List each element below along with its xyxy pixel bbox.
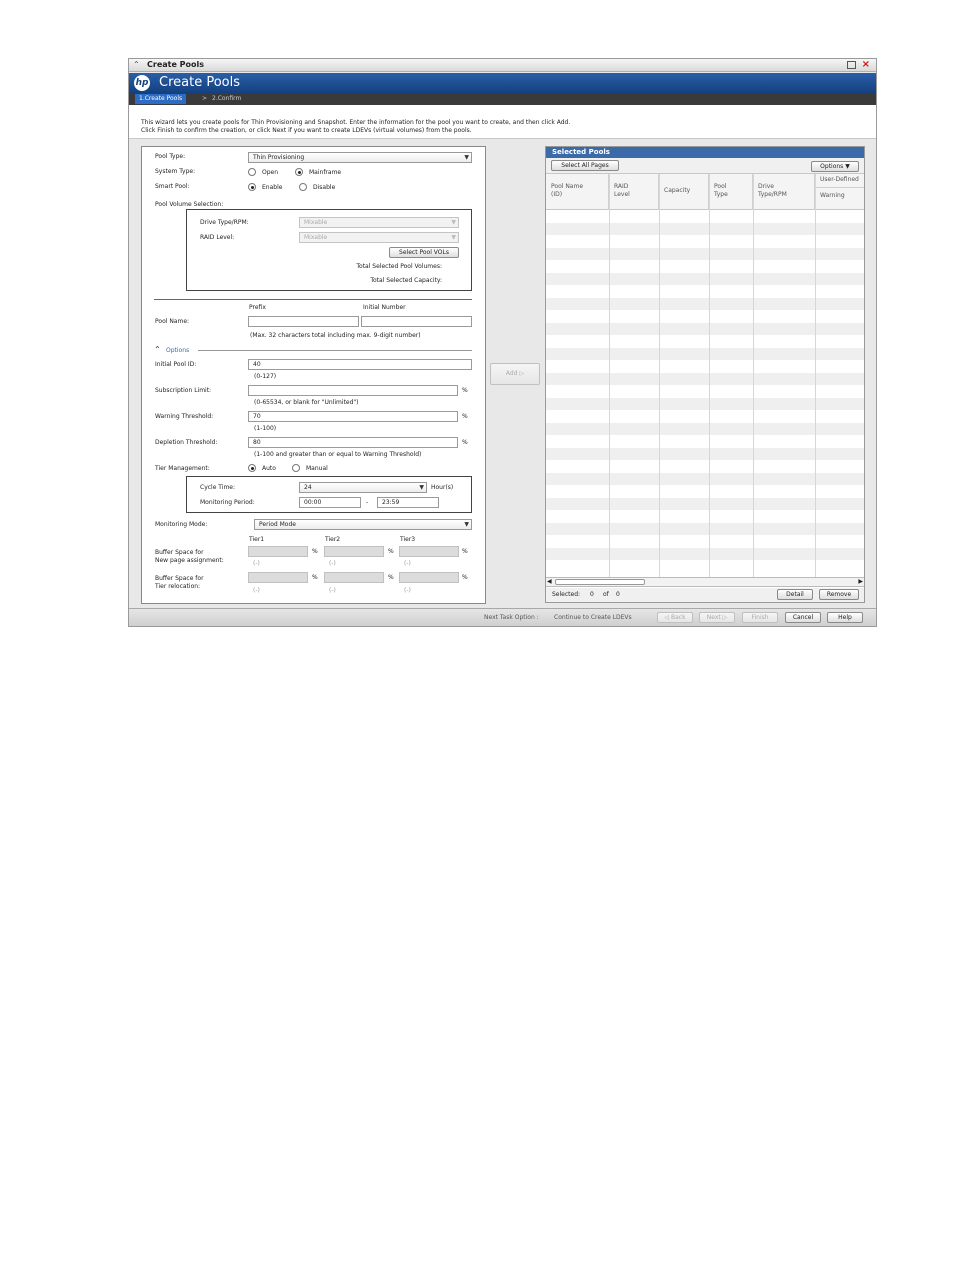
buffer-reloc-tier3-unit: % <box>462 574 468 581</box>
table-row <box>546 285 864 298</box>
table-row <box>546 223 864 236</box>
depletion-threshold-input[interactable]: 80 <box>248 437 458 448</box>
table-row <box>546 235 864 248</box>
smart-pool-enable-radio[interactable] <box>248 183 256 191</box>
buffer-reloc-tier2-unit: % <box>388 574 394 581</box>
column-user-defined[interactable] <box>815 174 864 210</box>
create-pools-window <box>128 58 877 627</box>
column-pool-name-line2: (ID) <box>551 191 563 198</box>
select-all-pages-button[interactable]: Select All Pages <box>551 160 619 171</box>
column-divider <box>753 174 754 577</box>
buffer-reloc-tier2-hint: (-) <box>329 587 336 594</box>
next-task-value: Continue to Create LDEVs <box>554 614 632 621</box>
chevron-down-icon: ▼ <box>451 234 456 241</box>
wizard-title: Create Pools <box>159 75 240 90</box>
intro-line-1: This wizard lets you create pools for Thin Provisioning and Snapshot. Enter the information for the pool you want to create, and then click Add. <box>141 119 571 126</box>
subscription-limit-unit: % <box>462 387 468 394</box>
section-divider <box>154 299 472 300</box>
next-task-label: Next Task Option : <box>484 614 539 621</box>
table-row <box>546 460 864 473</box>
raid-level-label: RAID Level: <box>200 234 235 241</box>
pool-volume-selection-label: Pool Volume Selection: <box>155 201 224 208</box>
wizard-intro <box>129 105 876 139</box>
pool-name-prefix-input[interactable] <box>248 316 359 327</box>
tier3-label: Tier3 <box>400 536 416 543</box>
tier-management-auto-radio[interactable] <box>248 464 256 472</box>
buffer-reloc-tier3-hint: (-) <box>404 587 411 594</box>
monitoring-mode-value: Period Mode <box>259 521 296 528</box>
chevron-down-icon: ▼ <box>464 154 469 161</box>
buffer-new-label-1: Buffer Space for <box>155 549 204 556</box>
column-divider <box>709 174 710 577</box>
monitoring-mode-select[interactable] <box>254 519 472 530</box>
warning-threshold-hint: (1-100) <box>254 425 277 432</box>
buffer-reloc-tier1-unit: % <box>312 574 318 581</box>
column-warning-label: Warning <box>820 192 845 199</box>
tier-management-auto-label: Auto <box>262 465 276 472</box>
table-row <box>546 260 864 273</box>
monitoring-period-end-input[interactable]: 23:59 <box>377 497 439 508</box>
column-user-defined-divider <box>815 187 864 188</box>
warning-threshold-unit: % <box>462 413 468 420</box>
cycle-time-unit: Hour(s) <box>431 484 454 491</box>
buffer-reloc-tier2-input[interactable] <box>324 572 384 583</box>
intro-line-2: Click Finish to confirm the creation, or click Next if you want to create LDEVs (virtual volumes) from the pools. <box>141 127 472 134</box>
of-label: of <box>603 591 609 598</box>
subscription-limit-label: Subscription Limit: <box>155 387 212 394</box>
buffer-reloc-label-1: Buffer Space for <box>155 575 204 582</box>
buffer-new-tier3-hint: (-) <box>404 560 411 567</box>
initial-number-label: Initial Number <box>363 304 406 311</box>
table-row <box>546 310 864 323</box>
buffer-reloc-tier1-input[interactable] <box>248 572 308 583</box>
system-type-open-label: Open <box>262 169 279 176</box>
column-divider <box>815 174 816 577</box>
chevron-down-icon: ▼ <box>464 521 469 528</box>
buffer-new-tier1-hint: (-) <box>253 560 260 567</box>
buffer-new-tier3-unit: % <box>462 548 468 555</box>
table-row <box>546 210 864 223</box>
pool-name-label: Pool Name: <box>155 318 190 325</box>
window-title: Create Pools <box>147 60 205 69</box>
system-type-open-radio[interactable] <box>248 168 256 176</box>
finish-button[interactable]: Finish <box>742 612 778 623</box>
cycle-time-value: 24 <box>304 484 312 491</box>
wizard-steps <box>129 93 876 105</box>
tier1-label: Tier1 <box>249 536 265 543</box>
hp-logo-icon: hp <box>134 75 150 91</box>
total-selected-volumes-label: Total Selected Pool Volumes: <box>356 263 442 270</box>
detail-button[interactable]: Detail <box>777 589 813 600</box>
drive-type-select[interactable] <box>299 217 459 228</box>
table-row <box>546 523 864 536</box>
help-button[interactable]: Help <box>827 612 863 623</box>
buffer-reloc-label-2: Tier relocation: <box>155 583 201 590</box>
system-type-label: System Type: <box>155 168 196 175</box>
drive-type-label: Drive Type/RPM: <box>200 219 249 226</box>
system-type-mainframe-radio[interactable] <box>295 168 303 176</box>
table-row <box>546 498 864 511</box>
pool-type-label: Pool Type: <box>155 153 186 160</box>
table-row <box>546 373 864 386</box>
options-collapse-icon[interactable]: ⌃ <box>154 345 161 354</box>
window-titlebar <box>129 59 876 72</box>
selected-pools-table-header <box>546 174 864 210</box>
scrollbar-thumb[interactable] <box>555 579 645 585</box>
tier-management-label: Tier Management: <box>155 465 210 472</box>
column-capacity[interactable] <box>659 174 709 210</box>
subscription-limit-hint: (0-65534, or blank for "Unlimited") <box>254 399 359 406</box>
tier-management-manual-label: Manual <box>306 465 328 472</box>
smart-pool-enable-label: Enable <box>262 184 283 191</box>
pool-type-value: Thin Provisioning <box>253 154 305 161</box>
pool-name-hint: (Max. 32 characters total including max. 9-digit number) <box>250 332 421 339</box>
table-row <box>546 273 864 286</box>
table-row <box>546 360 864 373</box>
cycle-time-label: Cycle Time: <box>200 484 236 491</box>
column-raid-level-line1: RAID <box>614 183 629 190</box>
buffer-new-tier1-input[interactable] <box>248 546 308 557</box>
column-raid-level-line2: Level <box>614 191 630 198</box>
next-button[interactable]: Next ▷ <box>699 612 735 623</box>
selected-pools-title: Selected Pools <box>546 147 864 158</box>
column-drive-type-line2: Type/RPM <box>758 191 787 198</box>
tier-management-manual-radio[interactable] <box>292 464 300 472</box>
selected-count: 0 <box>590 591 594 598</box>
table-row <box>546 398 864 411</box>
table-row <box>546 510 864 523</box>
table-row <box>546 348 864 361</box>
initial-pool-id-label: Initial Pool ID: <box>155 361 197 368</box>
table-row <box>546 248 864 261</box>
table-row <box>546 423 864 436</box>
depletion-threshold-unit: % <box>462 439 468 446</box>
buffer-new-tier3-input[interactable] <box>399 546 459 557</box>
add-button[interactable]: Add ▷ <box>490 363 540 385</box>
horizontal-scrollbar[interactable] <box>546 577 864 587</box>
monitoring-period-dash: - <box>366 499 369 506</box>
initial-pool-id-input[interactable]: 40 <box>248 359 472 370</box>
buffer-new-label-2: New page assignment: <box>155 557 224 564</box>
column-drive-type[interactable] <box>753 174 815 210</box>
scroll-right-icon[interactable]: ▶ <box>858 578 863 585</box>
options-button[interactable]: Options ▼ <box>811 161 859 172</box>
buffer-new-tier2-unit: % <box>388 548 394 555</box>
column-user-defined-label: User-Defined <box>820 176 859 183</box>
close-icon[interactable]: × <box>861 59 870 70</box>
remove-button[interactable]: Remove <box>819 589 859 600</box>
buffer-reloc-tier1-hint: (-) <box>253 587 260 594</box>
drive-type-value: Mixable <box>304 219 328 226</box>
buffer-new-tier1-unit: % <box>312 548 318 555</box>
depletion-threshold-hint: (1-100 and greater than or equal to Warning Threshold) <box>254 451 422 458</box>
column-raid-level[interactable] <box>609 174 659 210</box>
selected-pools-panel <box>545 146 865 603</box>
collapse-icon[interactable]: ⌃ <box>133 60 140 69</box>
initial-pool-id-hint: (0-127) <box>254 373 277 380</box>
column-pool-name-line1: Pool Name <box>551 183 584 190</box>
pool-type-select[interactable] <box>248 152 472 163</box>
step-separator: > <box>202 95 208 102</box>
smart-pool-disable-radio[interactable] <box>299 183 307 191</box>
options-divider <box>198 350 472 351</box>
prefix-label: Prefix <box>249 304 266 311</box>
column-divider <box>609 174 610 577</box>
back-button[interactable]: ◁ Back <box>657 612 693 623</box>
pool-volume-selection-box <box>186 209 472 291</box>
buffer-new-tier2-input[interactable] <box>324 546 384 557</box>
smart-pool-label: Smart Pool: <box>155 183 190 190</box>
chevron-down-icon: ▼ <box>419 484 424 491</box>
warning-threshold-input[interactable]: 70 <box>248 411 458 422</box>
step-create-pools: 1.Create Pools <box>135 94 186 104</box>
column-divider <box>659 174 660 577</box>
column-pool-type-line1: Pool <box>714 183 727 190</box>
tier-management-box <box>186 476 472 513</box>
options-label[interactable]: Options <box>166 347 190 354</box>
selected-label: Selected: <box>552 591 581 598</box>
total-count: 0 <box>616 591 620 598</box>
pool-name-initial-number-input[interactable] <box>361 316 472 327</box>
table-row <box>546 548 864 561</box>
system-type-mainframe-label: Mainframe <box>309 169 342 176</box>
wizard-bottom-bar <box>129 608 876 626</box>
subscription-limit-input[interactable] <box>248 385 458 396</box>
cycle-time-select[interactable] <box>299 482 427 493</box>
selected-pools-footer <box>546 588 864 602</box>
raid-level-value: Mixable <box>304 234 328 241</box>
buffer-new-tier2-hint: (-) <box>329 560 336 567</box>
maximize-icon[interactable] <box>847 61 856 69</box>
table-row <box>546 448 864 461</box>
monitoring-period-start-input[interactable]: 00:00 <box>299 497 361 508</box>
table-row <box>546 385 864 398</box>
monitoring-mode-label: Monitoring Mode: <box>155 521 208 528</box>
step-confirm: 2.Confirm <box>212 95 242 102</box>
table-row <box>546 298 864 311</box>
column-capacity-label: Capacity <box>664 187 691 194</box>
scroll-left-icon[interactable]: ◀ <box>547 578 552 585</box>
table-row <box>546 560 864 573</box>
cancel-button[interactable]: Cancel <box>785 612 821 623</box>
table-row <box>546 335 864 348</box>
select-pool-vols-button[interactable]: Select Pool VOLs <box>389 247 459 258</box>
table-row <box>546 410 864 423</box>
selected-pools-toolbar <box>546 158 864 174</box>
warning-threshold-label: Warning Threshold: <box>155 413 214 420</box>
chevron-down-icon: ▼ <box>451 219 456 226</box>
raid-level-select[interactable] <box>299 232 459 243</box>
buffer-reloc-tier3-input[interactable] <box>399 572 459 583</box>
table-row <box>546 323 864 336</box>
table-row <box>546 473 864 486</box>
monitoring-period-label: Monitoring Period: <box>200 499 255 506</box>
column-drive-type-line1: Drive <box>758 183 774 190</box>
table-row <box>546 435 864 448</box>
smart-pool-disable-label: Disable <box>313 184 336 191</box>
wizard-banner <box>129 73 876 93</box>
total-selected-capacity-label: Total Selected Capacity: <box>370 277 442 284</box>
table-row <box>546 485 864 498</box>
tier2-label: Tier2 <box>325 536 341 543</box>
column-pool-type-line2: Type <box>714 191 728 198</box>
table-row <box>546 535 864 548</box>
selected-pools-rows <box>546 210 864 577</box>
column-pool-name[interactable] <box>546 174 609 210</box>
pool-settings-panel <box>141 146 486 604</box>
column-pool-type[interactable] <box>709 174 753 210</box>
depletion-threshold-label: Depletion Threshold: <box>155 439 218 446</box>
